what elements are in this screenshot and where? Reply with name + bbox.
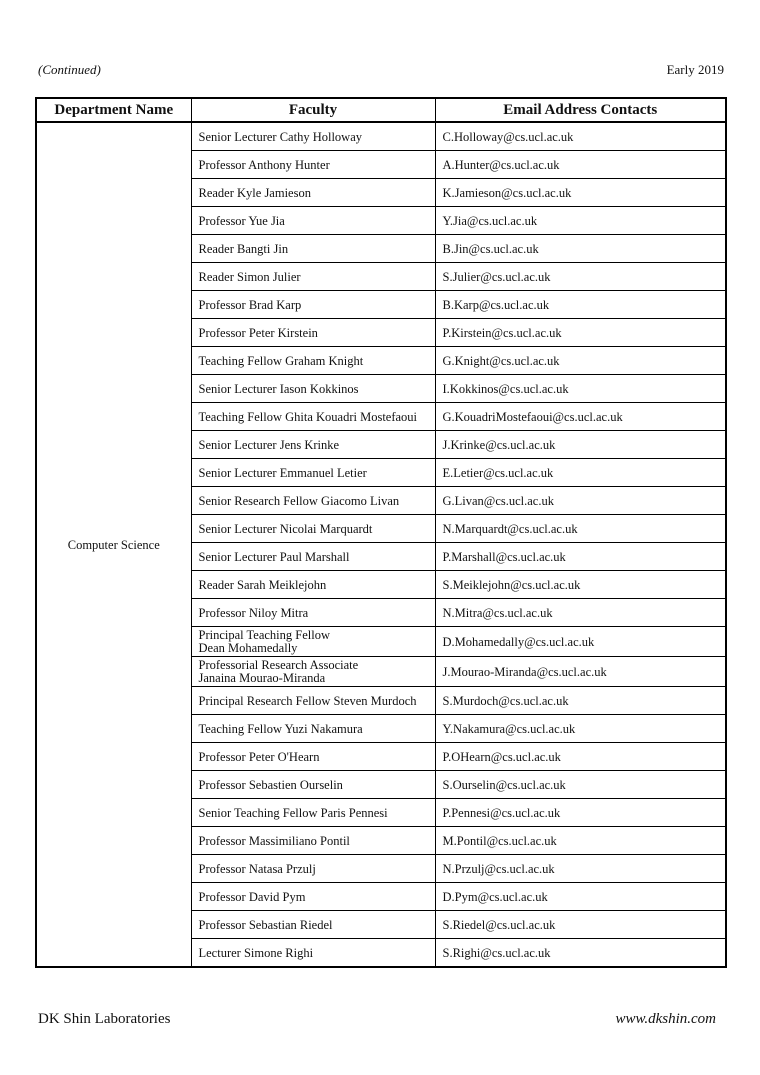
email-cell: Y.Nakamura@cs.ucl.ac.uk — [435, 715, 726, 743]
faculty-cell: Principal Teaching Fellow Dean Mohamedally — [191, 627, 435, 657]
email-cell: N.Mitra@cs.ucl.ac.uk — [435, 599, 726, 627]
email-cell: Y.Jia@cs.ucl.ac.uk — [435, 207, 726, 235]
faculty-cell: Professor Sebastian Riedel — [191, 911, 435, 939]
faculty-cell: Senior Lecturer Emmanuel Letier — [191, 459, 435, 487]
email-cell: E.Letier@cs.ucl.ac.uk — [435, 459, 726, 487]
faculty-cell: Professor Peter Kirstein — [191, 319, 435, 347]
column-header-faculty: Faculty — [191, 98, 435, 122]
email-cell: G.KouadriMostefaoui@cs.ucl.ac.uk — [435, 403, 726, 431]
email-cell: A.Hunter@cs.ucl.ac.uk — [435, 151, 726, 179]
email-cell: P.Pennesi@cs.ucl.ac.uk — [435, 799, 726, 827]
faculty-cell: Professor Brad Karp — [191, 291, 435, 319]
faculty-cell: Professorial Research Associate Janaina Mourao-Miranda — [191, 657, 435, 687]
date-label: Early 2019 — [666, 62, 724, 77]
faculty-cell: Principal Research Fellow Steven Murdoch — [191, 687, 435, 715]
email-cell: S.Ourselin@cs.ucl.ac.uk — [435, 771, 726, 799]
faculty-cell: Senior Teaching Fellow Paris Pennesi — [191, 799, 435, 827]
faculty-cell: Senior Lecturer Paul Marshall — [191, 543, 435, 571]
faculty-cell: Reader Sarah Meiklejohn — [191, 571, 435, 599]
continued-label: (Continued) — [38, 62, 101, 77]
email-cell: N.Marquardt@cs.ucl.ac.uk — [435, 515, 726, 543]
faculty-cell: Senior Lecturer Jens Krinke — [191, 431, 435, 459]
faculty-cell: Professor Yue Jia — [191, 207, 435, 235]
footer-website: www.dkshin.com — [615, 1011, 716, 1027]
email-cell: P.Kirstein@cs.ucl.ac.uk — [435, 319, 726, 347]
faculty-cell: Reader Kyle Jamieson — [191, 179, 435, 207]
faculty-cell: Senior Lecturer Cathy Holloway — [191, 122, 435, 151]
faculty-cell: Professor Peter O'Hearn — [191, 743, 435, 771]
email-cell: C.Holloway@cs.ucl.ac.uk — [435, 122, 726, 151]
faculty-cell: Lecturer Simone Righi — [191, 939, 435, 968]
faculty-cell: Professor David Pym — [191, 883, 435, 911]
email-cell: N.Przulj@cs.ucl.ac.uk — [435, 855, 726, 883]
email-cell: S.Julier@cs.ucl.ac.uk — [435, 263, 726, 291]
email-cell: D.Mohamedally@cs.ucl.ac.uk — [435, 627, 726, 657]
faculty-cell: Senior Lecturer Iason Kokkinos — [191, 375, 435, 403]
faculty-cell: Professor Sebastien Ourselin — [191, 771, 435, 799]
faculty-cell: Professor Anthony Hunter — [191, 151, 435, 179]
column-header-department: Department Name — [36, 98, 191, 122]
department-cell: Computer Science — [36, 122, 191, 967]
email-cell: D.Pym@cs.ucl.ac.uk — [435, 883, 726, 911]
email-cell: G.Livan@cs.ucl.ac.uk — [435, 487, 726, 515]
email-cell: S.Righi@cs.ucl.ac.uk — [435, 939, 726, 968]
email-cell: B.Karp@cs.ucl.ac.uk — [435, 291, 726, 319]
email-cell: G.Knight@cs.ucl.ac.uk — [435, 347, 726, 375]
email-cell: J.Mourao-Miranda@cs.ucl.ac.uk — [435, 657, 726, 687]
faculty-cell: Teaching Fellow Yuzi Nakamura — [191, 715, 435, 743]
faculty-cell: Teaching Fellow Graham Knight — [191, 347, 435, 375]
email-cell: S.Riedel@cs.ucl.ac.uk — [435, 911, 726, 939]
faculty-cell: Teaching Fellow Ghita Kouadri Mostefaoui — [191, 403, 435, 431]
faculty-cell: Senior Lecturer Nicolai Marquardt — [191, 515, 435, 543]
email-cell: P.Marshall@cs.ucl.ac.uk — [435, 543, 726, 571]
faculty-cell: Senior Research Fellow Giacomo Livan — [191, 487, 435, 515]
column-header-email: Email Address Contacts — [435, 98, 726, 122]
table-row — [36, 122, 726, 151]
email-cell: I.Kokkinos@cs.ucl.ac.uk — [435, 375, 726, 403]
email-cell: B.Jin@cs.ucl.ac.uk — [435, 235, 726, 263]
faculty-cell: Professor Massimiliano Pontil — [191, 827, 435, 855]
footer-lab-name: DK Shin Laboratories — [38, 1011, 171, 1027]
faculty-cell: Reader Simon Julier — [191, 263, 435, 291]
email-cell: S.Murdoch@cs.ucl.ac.uk — [435, 687, 726, 715]
faculty-directory-table — [35, 97, 727, 968]
faculty-cell: Professor Natasa Przulj — [191, 855, 435, 883]
faculty-cell: Professor Niloy Mitra — [191, 599, 435, 627]
email-cell: S.Meiklejohn@cs.ucl.ac.uk — [435, 571, 726, 599]
table-body — [36, 122, 726, 967]
email-cell: P.OHearn@cs.ucl.ac.uk — [435, 743, 726, 771]
table-header-row — [36, 98, 726, 122]
email-cell: K.Jamieson@cs.ucl.ac.uk — [435, 179, 726, 207]
faculty-cell: Reader Bangti Jin — [191, 235, 435, 263]
email-cell: J.Krinke@cs.ucl.ac.uk — [435, 431, 726, 459]
email-cell: M.Pontil@cs.ucl.ac.uk — [435, 827, 726, 855]
